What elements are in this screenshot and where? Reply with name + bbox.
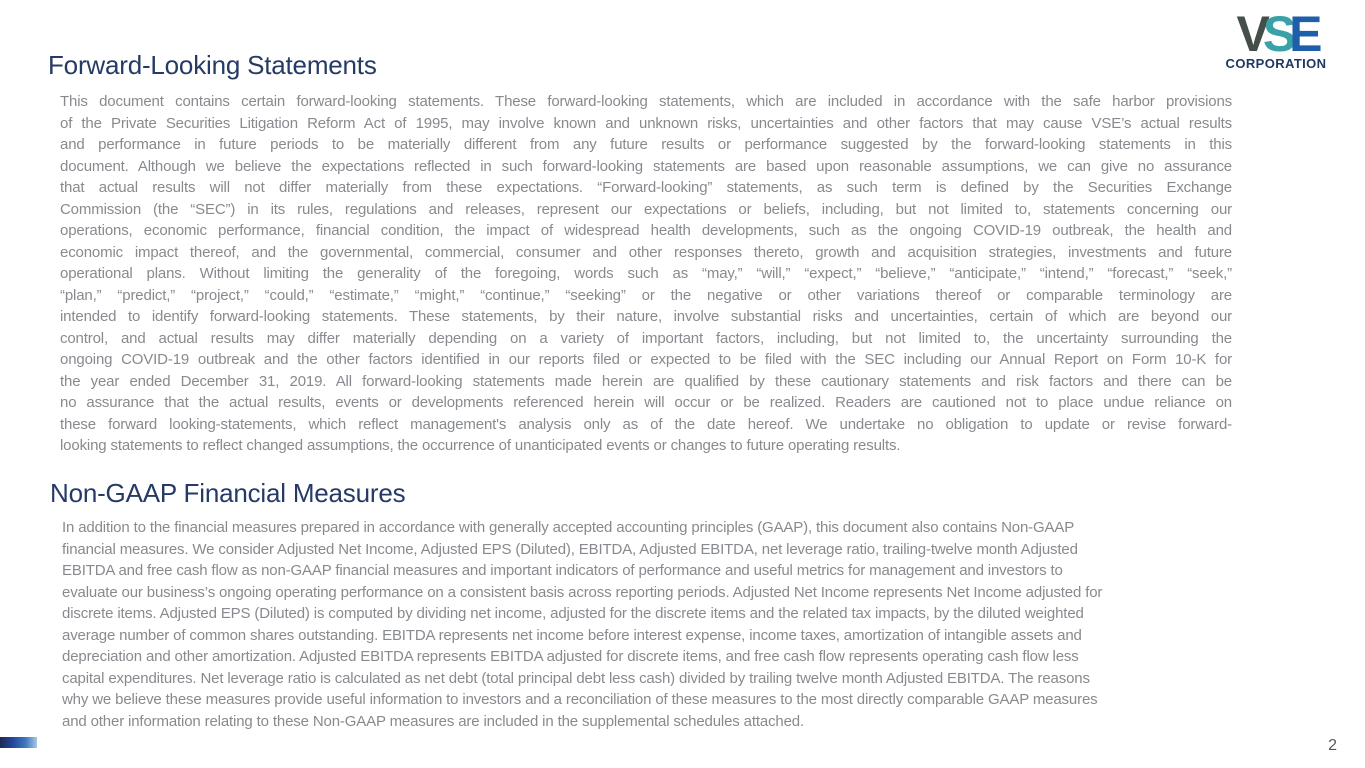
text-line: operations, economic performance, financial condition, the impact of widespread health developments, such as the ongoing COVID-19 outbreak, the health and [60, 222, 1232, 239]
heading-forward-looking-statements: Forward-Looking Statements [48, 50, 377, 80]
page-number: 2 [1328, 737, 1337, 754]
text-line: looking statements to reflect changed assumptions, the occurrence of unanticipated events or changes to future operating results. [60, 437, 901, 454]
text-line: Commission (the “SEC”) in its rules, regulations and releases, represent our expectations or beliefs, including, but not limited to, statements concerning our [60, 200, 1232, 218]
text-line: no assurance that the actual results, events or developments referenced herein will occur or be realized. Readers are cautioned not to place undue reliance on [60, 394, 1232, 411]
text-line: that actual results will not differ materially from these expectations. “Forward-looking” statements, as such term is defined by the Securities Exchange [60, 179, 1232, 196]
paragraph-forward-looking-statements [60, 91, 1232, 457]
text-line: average number of common shares outstanding. EBITDA represents net income before interest expense, income taxes, amortization of intangible assets and [62, 626, 1082, 644]
text-line: EBITDA and free cash flow as non-GAAP financial measures and important indicators of performance and useful metrics for management and investors to [62, 562, 1063, 579]
text-line: of the Private Securities Litigation Reform Act of 1995, may involve known and unknown risks, uncertainties and other factors that may cause VSE’s actual results [60, 114, 1232, 132]
logo-letter-s: S [1262, 6, 1290, 62]
text-line: economic impact thereof, and the governmental, commercial, consumer and other responses thereto, growth and acquisition strategies, investments and future [60, 243, 1232, 261]
text-line: In addition to the financial measures prepared in accordance with generally accepted accounting principles (GAAP), this document also contains Non-GAAP [62, 519, 1075, 536]
footer-accent-bar [0, 737, 37, 748]
logo-letter-e: E [1289, 6, 1316, 62]
logo-wordmark [1215, 6, 1337, 62]
text-line: financial measures. We consider Adjusted Net Income, Adjusted EPS (Diluted), EBITDA, Adjusted EBITDA, net leverage ratio, trailing-twelve month Adjusted [62, 540, 1078, 558]
vse-corporation-logo [1215, 6, 1337, 71]
paragraph-non-gaap-financial-measures [62, 517, 1237, 732]
text-line: these forward looking-statements, which reflect management's analysis only as of the date hereof. We undertake no obligation to update or revise forward- [60, 415, 1232, 433]
text-line: discrete items. Adjusted EPS (Diluted) is computed by dividing net income, adjusted for the discrete items and the related tax impacts, by the diluted weighted [62, 605, 1084, 622]
logo-subtitle: CORPORATION [1225, 56, 1327, 71]
text-line: capital expenditures. Net leverage ratio is calculated as net debt (total principal debt less cash) divided by trailing twelve month Adjusted EBITDA. The reasons [62, 669, 1090, 687]
text-line: document. Although we believe the expectations reflected in such forward-looking statements are based upon reasonable assumptions, we can give no assurance [60, 157, 1232, 175]
text-line: operational plans. Without limiting the generality of the foregoing, words such as “may,” “will,” “expect,” “believe,” “anticipate,” “intend,” “forecast,” “seek,” [60, 265, 1232, 282]
text-line: depreciation and other amortization. Adjusted EBITDA represents EBITDA adjusted for discrete items, and free cash flow represents operating cash flow less [62, 648, 1079, 665]
text-line: intended to identify forward-looking statements. These statements, by their nature, involve substantial risks and uncertainties, certain of which are beyond our [60, 308, 1232, 325]
text-line: the year ended December 31, 2019. All forward-looking statements made herein are qualified by these cautionary statements and risk factors and there can be [60, 372, 1232, 390]
text-line: ongoing COVID-19 outbreak and the other factors identified in our reports filed or expected to be filed with the SEC including our Annual Report on Form 10-K for [60, 351, 1232, 368]
text-line: and other information relating to these Non-GAAP measures are included in the supplemental schedules attached. [62, 712, 805, 730]
text-line: and performance in future periods to be materially different from any future results or performance suggested by the forward-looking statements in this [60, 136, 1232, 153]
text-line: evaluate our business’s ongoing operating performance on a consistent basis across reporting periods. Adjusted Net Income represents Net Income adjusted for [62, 583, 1103, 601]
text-line: why we believe these measures provide useful information to investors and a reconciliation of these measures to the most directly comparable GAAP measures [62, 691, 1098, 708]
text-line: “plan,” “predict,” “project,” “could,” “estimate,” “might,” “continue,” “seeking” or the negative or other variations thereof or comparable terminology are [60, 286, 1232, 304]
heading-non-gaap-financial-measures: Non-GAAP Financial Measures [50, 478, 406, 508]
logo-letter-v: V [1236, 6, 1263, 62]
text-line: control, and actual results may differ materially depending on a variety of important factors, including, but not limited to, the uncertainty surrounding the [60, 329, 1232, 347]
text-line: This document contains certain forward-looking statements. These forward-looking statements, which are included in accordance with the safe harbor provisions [60, 93, 1232, 110]
